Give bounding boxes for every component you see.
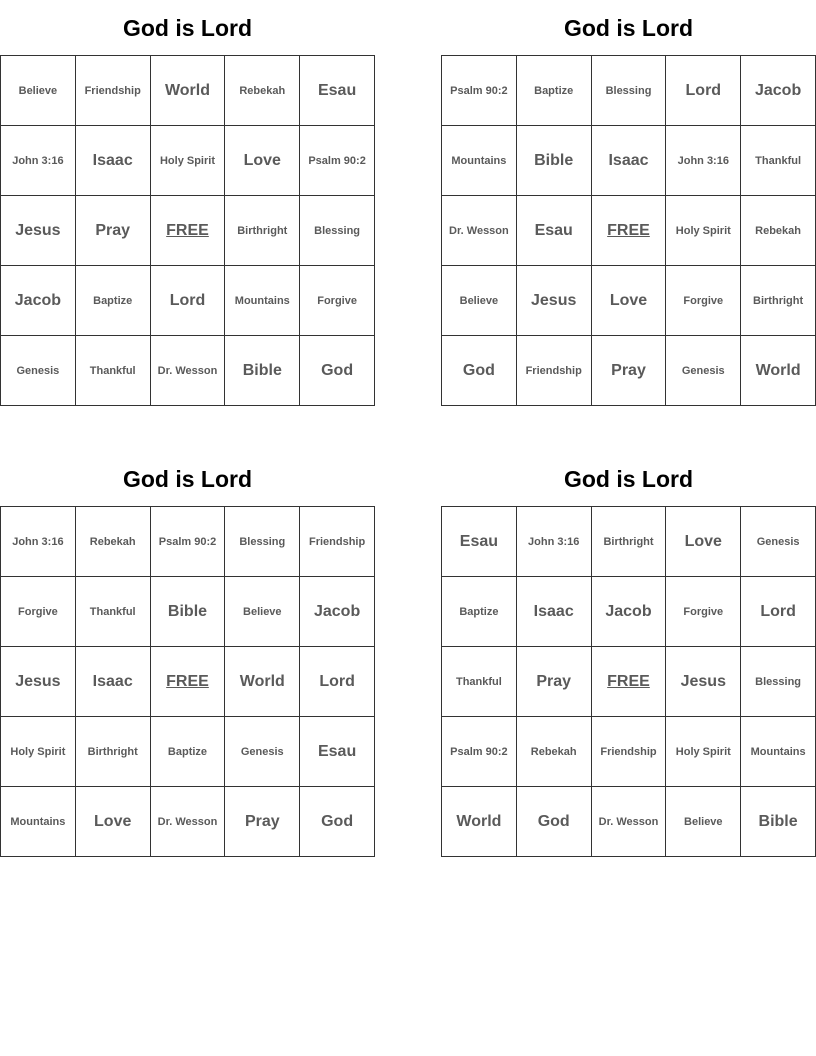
- bingo-cell: John 3:16: [1, 507, 76, 577]
- bingo-cell: Love: [76, 787, 151, 857]
- bingo-cell: Believe: [225, 577, 300, 647]
- bingo-grid: [0, 506, 375, 857]
- bingo-grid: [441, 506, 816, 857]
- bingo-cell: Thankful: [76, 577, 151, 647]
- bingo-cell: Mountains: [225, 266, 300, 336]
- bingo-cell: Love: [592, 266, 667, 336]
- bingo-cell: Birthright: [592, 507, 667, 577]
- bingo-cell: Thankful: [741, 126, 816, 196]
- bingo-cell: Blessing: [592, 56, 667, 126]
- bingo-cell: Isaac: [592, 126, 667, 196]
- bingo-cell: God: [517, 787, 592, 857]
- bingo-card-1: [0, 12, 375, 379]
- bingo-card-3: [0, 463, 375, 830]
- bingo-cell: Baptize: [517, 56, 592, 126]
- bingo-cell: Esau: [300, 717, 375, 787]
- bingo-cell: Genesis: [1, 336, 76, 406]
- bingo-grid: [441, 55, 816, 406]
- bingo-cell: Bible: [225, 336, 300, 406]
- bingo-cell: John 3:16: [517, 507, 592, 577]
- bingo-cell: Blessing: [225, 507, 300, 577]
- bingo-cell: Friendship: [76, 56, 151, 126]
- free-space-cell: FREE: [151, 196, 226, 266]
- bingo-cell: World: [741, 336, 816, 406]
- bingo-cell: Thankful: [442, 647, 517, 717]
- bingo-cell: John 3:16: [1, 126, 76, 196]
- bingo-cell: World: [151, 56, 226, 126]
- bingo-cell: Lord: [300, 647, 375, 717]
- bingo-cell: Bible: [151, 577, 226, 647]
- bingo-card-2: [441, 12, 816, 379]
- bingo-cell: Bible: [741, 787, 816, 857]
- bingo-cell: Rebekah: [225, 56, 300, 126]
- bingo-cell: Lord: [151, 266, 226, 336]
- bingo-cell: World: [442, 787, 517, 857]
- bingo-cell: Holy Spirit: [666, 196, 741, 266]
- bingo-cell: Genesis: [225, 717, 300, 787]
- bingo-cell: Baptize: [151, 717, 226, 787]
- bingo-cell: Rebekah: [741, 196, 816, 266]
- bingo-cell: Jesus: [1, 647, 76, 717]
- free-space-cell: FREE: [151, 647, 226, 717]
- bingo-cell: Birthright: [76, 717, 151, 787]
- bingo-cell: Forgive: [666, 577, 741, 647]
- bingo-cell: Love: [666, 507, 741, 577]
- bingo-cell: Rebekah: [76, 507, 151, 577]
- bingo-cell: Lord: [741, 577, 816, 647]
- bingo-cell: Holy Spirit: [151, 126, 226, 196]
- bingo-cell: Esau: [517, 196, 592, 266]
- bingo-cell: God: [300, 336, 375, 406]
- card-title: God is Lord: [122, 466, 253, 492]
- bingo-cell: Thankful: [76, 336, 151, 406]
- bingo-cell: Mountains: [741, 717, 816, 787]
- free-space-cell: FREE: [592, 647, 667, 717]
- bingo-cell: Esau: [442, 507, 517, 577]
- bingo-cell: Believe: [442, 266, 517, 336]
- bingo-cell: Esau: [300, 56, 375, 126]
- bingo-cell: Pray: [225, 787, 300, 857]
- bingo-cell: Isaac: [76, 126, 151, 196]
- card-title: God is Lord: [563, 15, 694, 41]
- bingo-cell: Birthright: [225, 196, 300, 266]
- bingo-cell: Bible: [517, 126, 592, 196]
- bingo-cell: Friendship: [517, 336, 592, 406]
- bingo-cell: Mountains: [1, 787, 76, 857]
- bingo-cell: Jesus: [1, 196, 76, 266]
- bingo-cell: Jesus: [517, 266, 592, 336]
- bingo-cell: Mountains: [442, 126, 517, 196]
- bingo-cell: Jacob: [300, 577, 375, 647]
- bingo-cell: Holy Spirit: [1, 717, 76, 787]
- bingo-cell: Dr. Wesson: [442, 196, 517, 266]
- bingo-cell: Believe: [666, 787, 741, 857]
- bingo-cell: Forgive: [300, 266, 375, 336]
- bingo-cell: Friendship: [300, 507, 375, 577]
- bingo-cell: Jesus: [666, 647, 741, 717]
- bingo-cell: Believe: [1, 56, 76, 126]
- card-title: God is Lord: [122, 15, 253, 41]
- bingo-cell: God: [300, 787, 375, 857]
- bingo-cell: Love: [225, 126, 300, 196]
- bingo-cell: Psalm 90:2: [442, 717, 517, 787]
- bingo-cell: Jacob: [592, 577, 667, 647]
- bingo-cell: Dr. Wesson: [592, 787, 667, 857]
- bingo-cell: Psalm 90:2: [300, 126, 375, 196]
- bingo-cell: Holy Spirit: [666, 717, 741, 787]
- bingo-cell: Psalm 90:2: [151, 507, 226, 577]
- bingo-cell: Baptize: [442, 577, 517, 647]
- free-space-cell: FREE: [592, 196, 667, 266]
- bingo-cell: Pray: [517, 647, 592, 717]
- bingo-cell: Baptize: [76, 266, 151, 336]
- bingo-cell: Forgive: [666, 266, 741, 336]
- bingo-cell: Jacob: [741, 56, 816, 126]
- bingo-cell: John 3:16: [666, 126, 741, 196]
- bingo-cell: Birthright: [741, 266, 816, 336]
- bingo-cell: Dr. Wesson: [151, 787, 226, 857]
- bingo-cell: God: [442, 336, 517, 406]
- card-title: God is Lord: [563, 466, 694, 492]
- bingo-card-4: [441, 463, 816, 830]
- bingo-cell: Genesis: [666, 336, 741, 406]
- bingo-cell: Isaac: [517, 577, 592, 647]
- bingo-cell: Genesis: [741, 507, 816, 577]
- bingo-cell: Blessing: [300, 196, 375, 266]
- bingo-cell: Blessing: [741, 647, 816, 717]
- bingo-cell: Lord: [666, 56, 741, 126]
- bingo-cell: World: [225, 647, 300, 717]
- bingo-cell: Rebekah: [517, 717, 592, 787]
- bingo-cell: Pray: [592, 336, 667, 406]
- bingo-cell: Jacob: [1, 266, 76, 336]
- bingo-grid: [0, 55, 375, 406]
- bingo-cell: Isaac: [76, 647, 151, 717]
- bingo-cell: Psalm 90:2: [442, 56, 517, 126]
- bingo-cell: Forgive: [1, 577, 76, 647]
- bingo-cell: Friendship: [592, 717, 667, 787]
- bingo-cell: Dr. Wesson: [151, 336, 226, 406]
- bingo-cell: Pray: [76, 196, 151, 266]
